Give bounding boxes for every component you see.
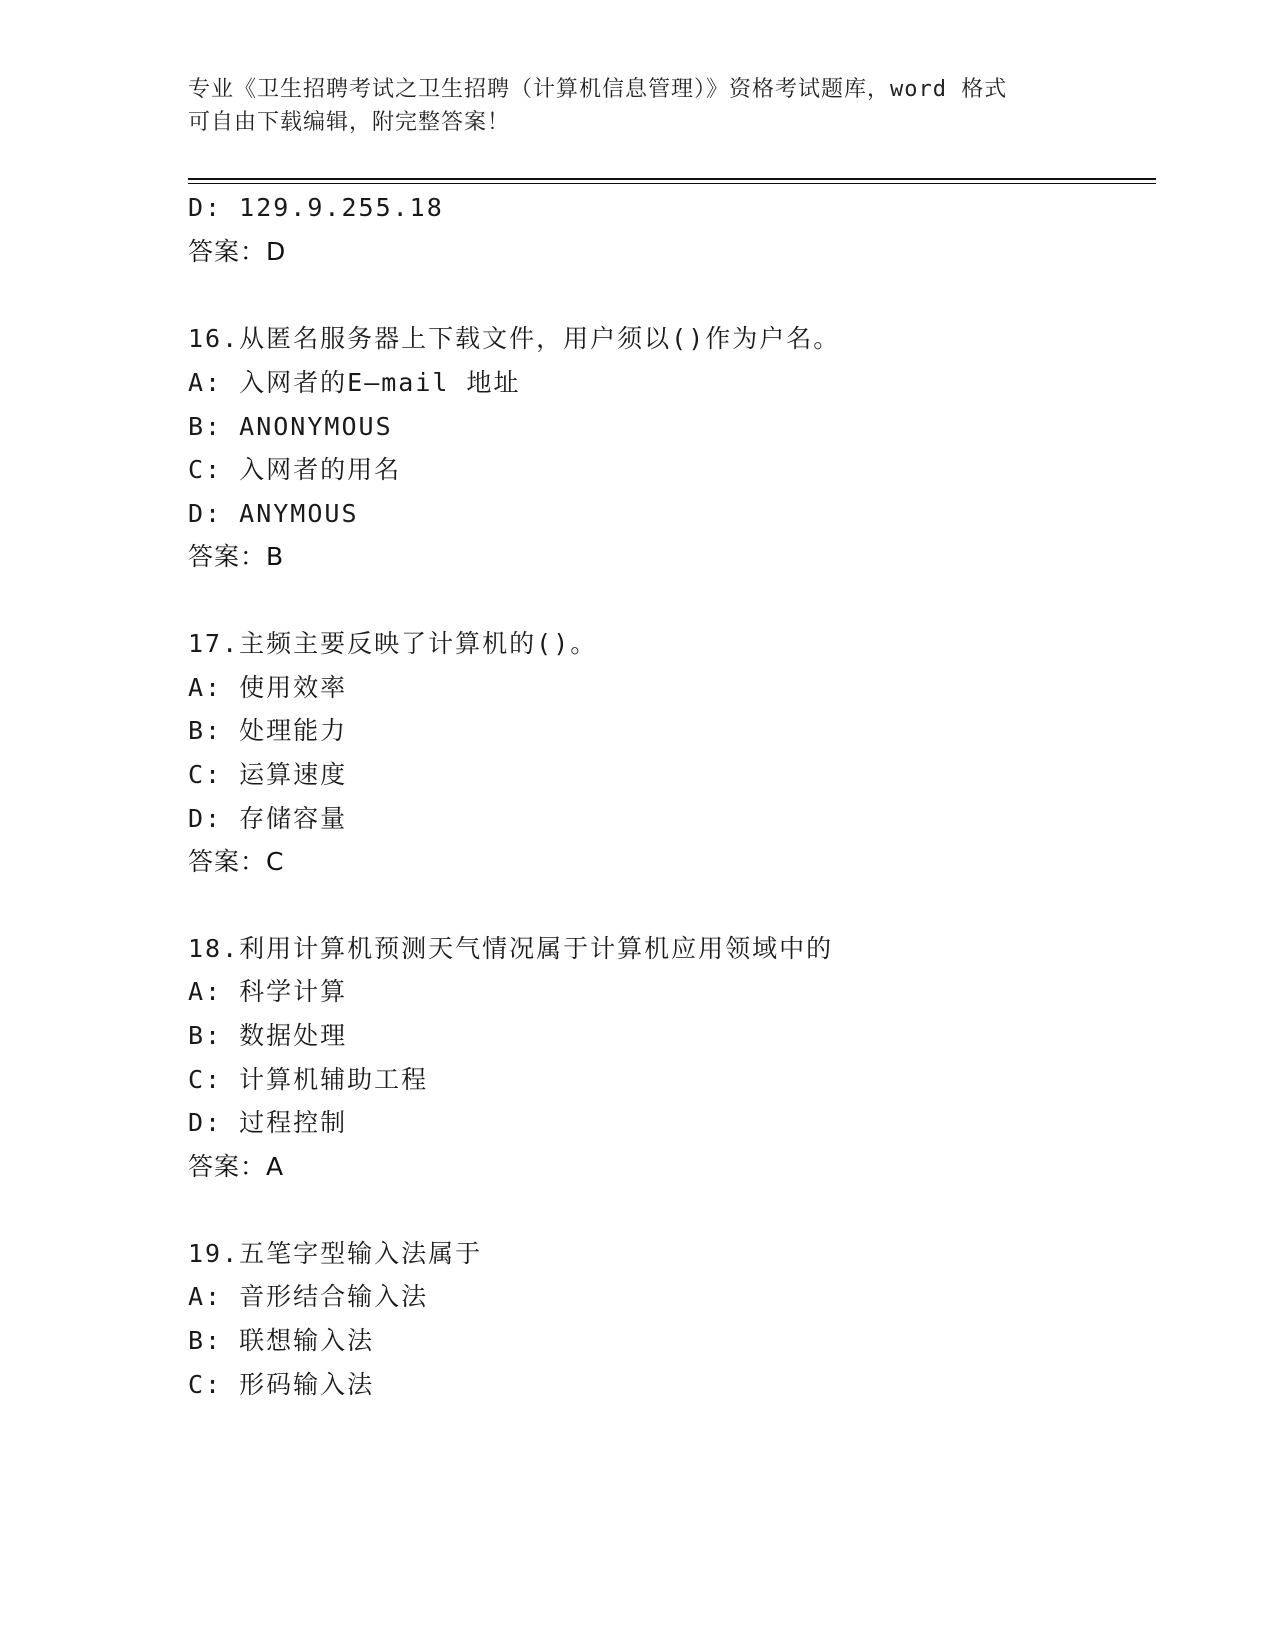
- question-18-option-a: A: 科学计算: [188, 977, 348, 1006]
- question-18-option-b: B: 数据处理: [188, 1021, 348, 1050]
- question-16-option-a: A: 入网者的E—mail 地址: [188, 368, 521, 397]
- question-18-stem: 18.利用计算机预测天气情况属于计算机应用领域中的: [188, 934, 834, 963]
- question-16-option-b: B: ANONYMOUS: [188, 412, 393, 441]
- prev-answer: 答案：D: [188, 237, 287, 266]
- question-18-answer: 答案：A: [188, 1152, 285, 1181]
- question-16-stem: 16.从匿名服务器上下载文件，用户须以()作为户名。: [188, 324, 841, 353]
- question-16-answer: 答案：B: [188, 542, 285, 571]
- question-19-stem: 19.五笔字型输入法属于: [188, 1239, 483, 1268]
- question-19-option-b: B: 联想输入法: [188, 1326, 375, 1355]
- header-divider-thick: [188, 178, 1156, 180]
- question-17-option-c: C: 运算速度: [188, 760, 348, 789]
- question-17-answer: 答案：C: [188, 847, 285, 876]
- header-divider-thin: [188, 183, 1156, 184]
- header-line-1: 专业《卫生招聘考试之卫生招聘（计算机信息管理）》资格考试题库，word 格式: [188, 77, 1008, 102]
- question-18-option-c: C: 计算机辅助工程: [188, 1065, 429, 1094]
- prev-option-d: D: 129.9.255.18: [188, 193, 444, 222]
- question-19-option-c: C: 形码输入法: [188, 1370, 375, 1399]
- header-line-2: 可自由下载编辑，附完整答案！: [188, 110, 511, 135]
- question-17-option-b: B: 处理能力: [188, 716, 348, 745]
- question-18-option-d: D: 过程控制: [188, 1108, 348, 1137]
- question-16-option-d: D: ANYMOUS: [188, 499, 359, 528]
- question-17-option-d: D: 存储容量: [188, 804, 348, 833]
- question-19-option-a: A: 音形结合输入法: [188, 1282, 429, 1311]
- question-17-stem: 17.主频主要反映了计算机的()。: [188, 629, 598, 658]
- question-17-option-a: A: 使用效率: [188, 673, 348, 702]
- document-header: [188, 73, 1088, 139]
- question-16-option-c: C: 入网者的用名: [188, 455, 402, 484]
